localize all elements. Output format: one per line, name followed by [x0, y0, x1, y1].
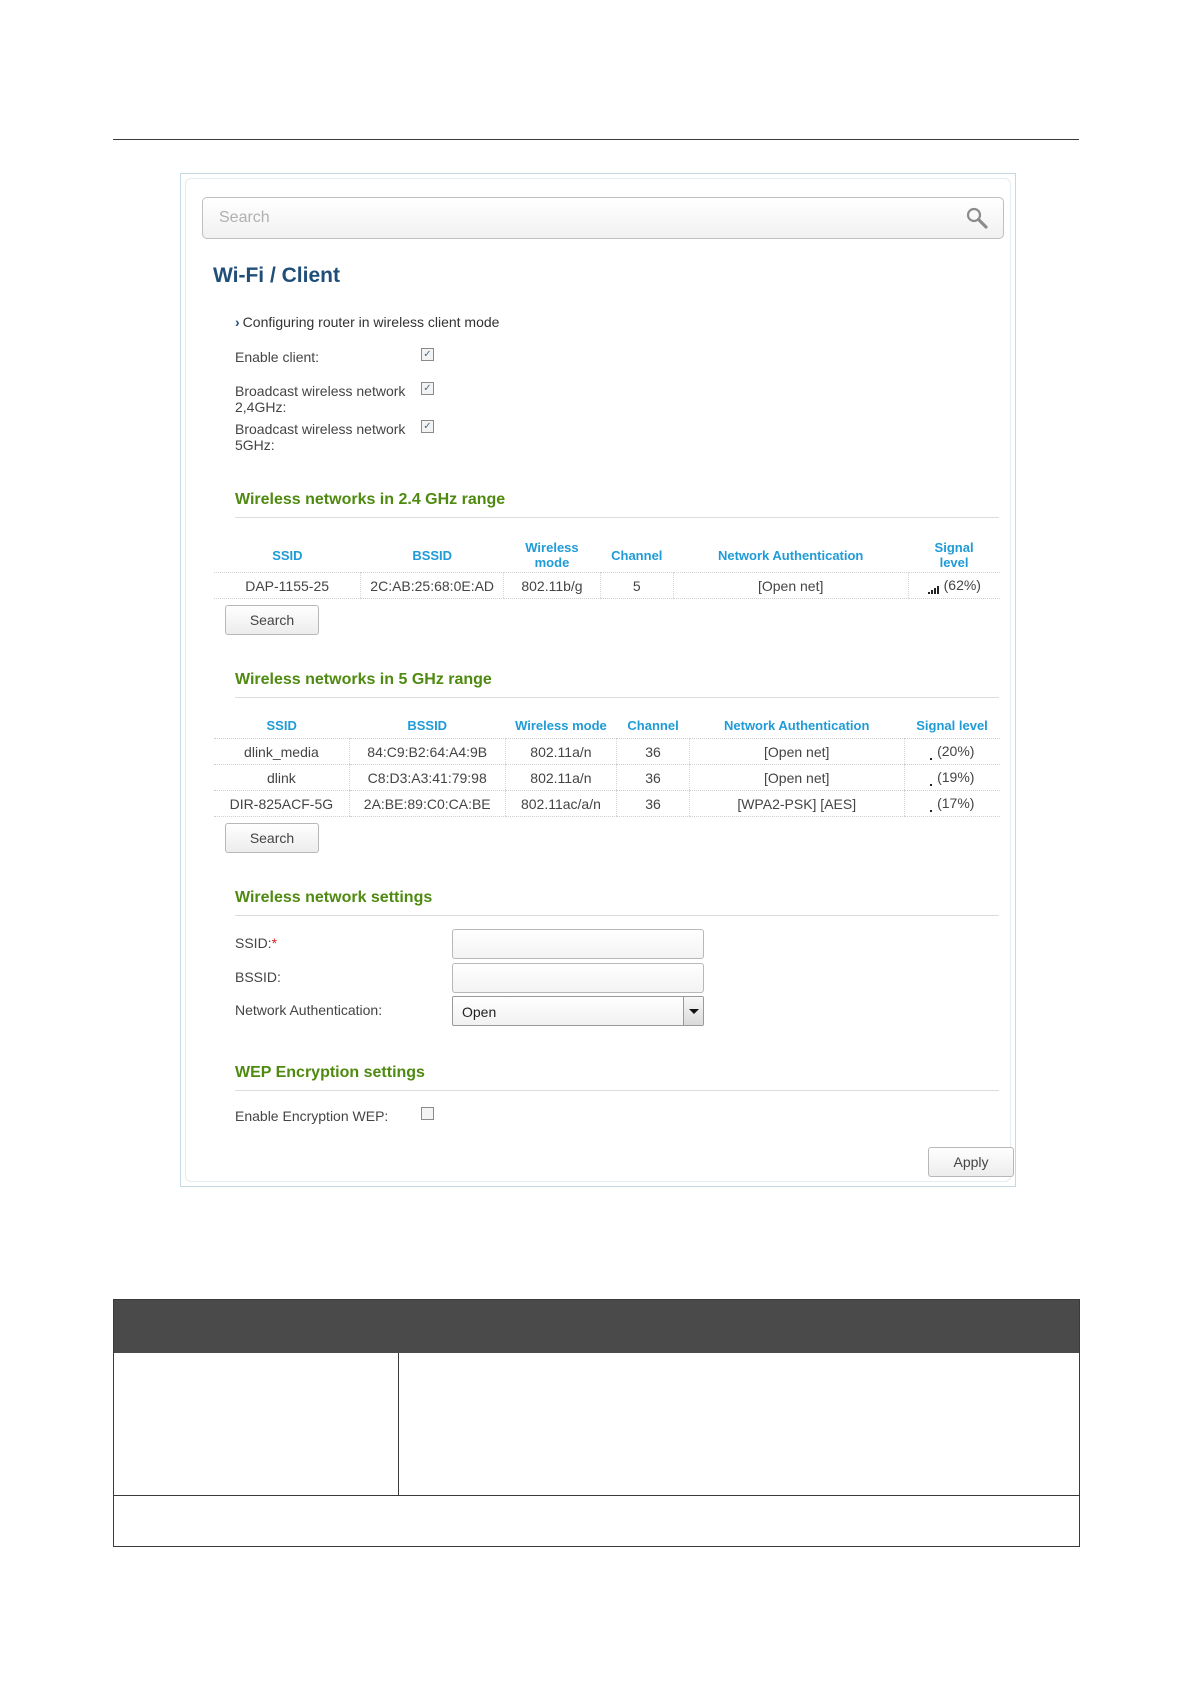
ssid-label — [235, 935, 277, 951]
search-24ghz-button[interactable]: Search — [225, 605, 319, 635]
enable-client-checkbox[interactable]: ✓ — [421, 348, 434, 361]
cell-mode: 802.11ac/a/n — [505, 791, 617, 817]
page-title-name: Client — [281, 264, 340, 287]
section-title-network-settings: Wireless network settings — [235, 889, 433, 906]
table-row[interactable] — [214, 739, 1000, 765]
cell-channel: 36 — [617, 791, 690, 817]
cell-signal — [904, 765, 1000, 791]
broadcast-24-label-line2: 2,4GHz: — [235, 399, 287, 415]
col-mode-5[interactable]: Wireless mode — [515, 717, 607, 733]
cell-mode: 802.11a/n — [505, 739, 617, 765]
search-icon[interactable] — [965, 206, 989, 230]
broadcast-5-label-line1: Broadcast wireless network — [235, 421, 406, 437]
network-auth-label: Network Authentication: — [235, 1002, 383, 1018]
cell-bssid: C8:D3:A3:41:79:98 — [349, 765, 505, 791]
table-row[interactable] — [214, 791, 1000, 817]
col-ssid-24[interactable]: SSID — [272, 547, 303, 563]
networks-24ghz-table — [214, 538, 1000, 599]
col-auth-24[interactable]: Network Authentication — [717, 547, 864, 563]
section-rule-24ghz — [235, 517, 999, 518]
section-rule-5ghz — [235, 697, 999, 698]
cell-ssid: DIR-825ACF-5G — [214, 791, 349, 817]
col-auth-5[interactable]: Network Authentication — [724, 717, 870, 733]
bssid-label: BSSID: — [235, 969, 281, 985]
broadcast-5-label-line2: 5GHz: — [235, 437, 275, 453]
ssid-label-text: SSID: — [235, 935, 272, 951]
parameter-description-table — [113, 1299, 1080, 1547]
broadcast-5-checkbox[interactable]: ✓ — [421, 420, 434, 433]
signal-strength-icon — [930, 744, 933, 760]
broadcast-24-label — [235, 383, 405, 415]
breadcrumb-wifi[interactable]: Wi-Fi / — [213, 264, 276, 287]
col-bssid-5[interactable]: BSSID — [407, 717, 448, 733]
table-header-row — [114, 1300, 1079, 1353]
cell-auth: [Open net] — [689, 765, 904, 791]
signal-value: (17%) — [937, 795, 975, 811]
chevron-down-icon[interactable] — [683, 997, 703, 1025]
cell-signal — [904, 791, 1000, 817]
col-mode-24-line2: mode — [534, 555, 570, 570]
network-auth-selected-value: Open — [462, 1004, 497, 1020]
cell-auth: [WPA2-PSK] [AES] — [689, 791, 904, 817]
page-header-rule — [113, 139, 1079, 140]
broadcast-5-label — [235, 421, 405, 453]
enable-wep-checkbox[interactable] — [421, 1107, 434, 1120]
cell-channel: 5 — [600, 573, 673, 599]
table-row-divider — [114, 1495, 1079, 1496]
enable-wep-label: Enable Encryption WEP: — [235, 1108, 389, 1124]
signal-strength-icon — [930, 770, 933, 786]
table-row[interactable] — [214, 765, 1000, 791]
enable-client-label: Enable client: — [235, 349, 320, 365]
cell-bssid: 84:C9:B2:64:A4:9B — [349, 739, 505, 765]
section-rule-wep — [235, 1090, 999, 1091]
col-ssid-5[interactable]: SSID — [266, 717, 297, 733]
network-auth-select[interactable] — [452, 996, 704, 1026]
cell-ssid: dlink — [214, 765, 349, 791]
cell-bssid: 2A:BE:89:C0:CA:BE — [349, 791, 505, 817]
cell-mode: 802.11a/n — [505, 765, 617, 791]
intro-label: Configuring router in wireless client mode — [242, 314, 500, 330]
cell-channel: 36 — [617, 765, 690, 791]
col-signal-24-line1: Signal — [934, 540, 974, 555]
signal-value: (20%) — [937, 743, 975, 759]
cell-bssid: 2C:AB:25:68:0E:AD — [361, 573, 504, 599]
cell-mode: 802.11b/g — [504, 573, 601, 599]
col-signal-24[interactable] — [908, 538, 1000, 573]
signal-strength-icon — [930, 796, 933, 812]
required-mark: * — [271, 935, 278, 951]
section-title-24ghz: Wireless networks in 2.4 GHz range — [235, 491, 506, 508]
col-bssid-24[interactable]: BSSID — [412, 547, 453, 563]
cell-auth: [Open net] — [689, 739, 904, 765]
apply-button[interactable]: Apply — [928, 1147, 1014, 1177]
ssid-input[interactable] — [452, 929, 704, 959]
bssid-input[interactable] — [452, 963, 704, 993]
cell-signal — [908, 573, 1000, 599]
signal-strength-icon — [928, 578, 940, 594]
table-row[interactable] — [214, 573, 1000, 599]
cell-auth: [Open net] — [673, 573, 908, 599]
table-column-divider — [398, 1353, 399, 1495]
search-input[interactable] — [203, 198, 975, 238]
broadcast-24-label-line1: Broadcast wireless network — [235, 383, 406, 399]
cell-ssid: dlink_media — [214, 739, 349, 765]
intro-text — [235, 314, 499, 330]
signal-value: (62%) — [943, 577, 981, 593]
col-channel-5[interactable]: Channel — [627, 717, 679, 733]
web-ui-panel — [185, 178, 1011, 1182]
cell-ssid: DAP-1155-25 — [214, 573, 361, 599]
col-mode-24-line1: Wireless — [525, 540, 579, 555]
col-signal-5[interactable]: Signal level — [916, 717, 988, 733]
router-web-ui-screenshot — [180, 173, 1016, 1187]
section-title-5ghz: Wireless networks in 5 GHz range — [235, 671, 492, 688]
section-title-wep: WEP Encryption settings — [235, 1064, 425, 1081]
broadcast-24-checkbox[interactable]: ✓ — [421, 382, 434, 395]
search-5ghz-button[interactable]: Search — [225, 823, 319, 853]
chevron-right-icon: › — [235, 314, 240, 330]
col-signal-24-line2: level — [939, 555, 969, 570]
section-rule-network-settings — [235, 915, 999, 916]
networks-5ghz-table — [214, 712, 1000, 817]
page-title — [213, 264, 340, 288]
signal-value: (19%) — [937, 769, 975, 785]
col-channel-24[interactable]: Channel — [611, 547, 663, 563]
search-bar — [202, 197, 1004, 239]
col-mode-24[interactable] — [504, 538, 601, 573]
cell-channel: 36 — [617, 739, 690, 765]
cell-signal — [904, 739, 1000, 765]
